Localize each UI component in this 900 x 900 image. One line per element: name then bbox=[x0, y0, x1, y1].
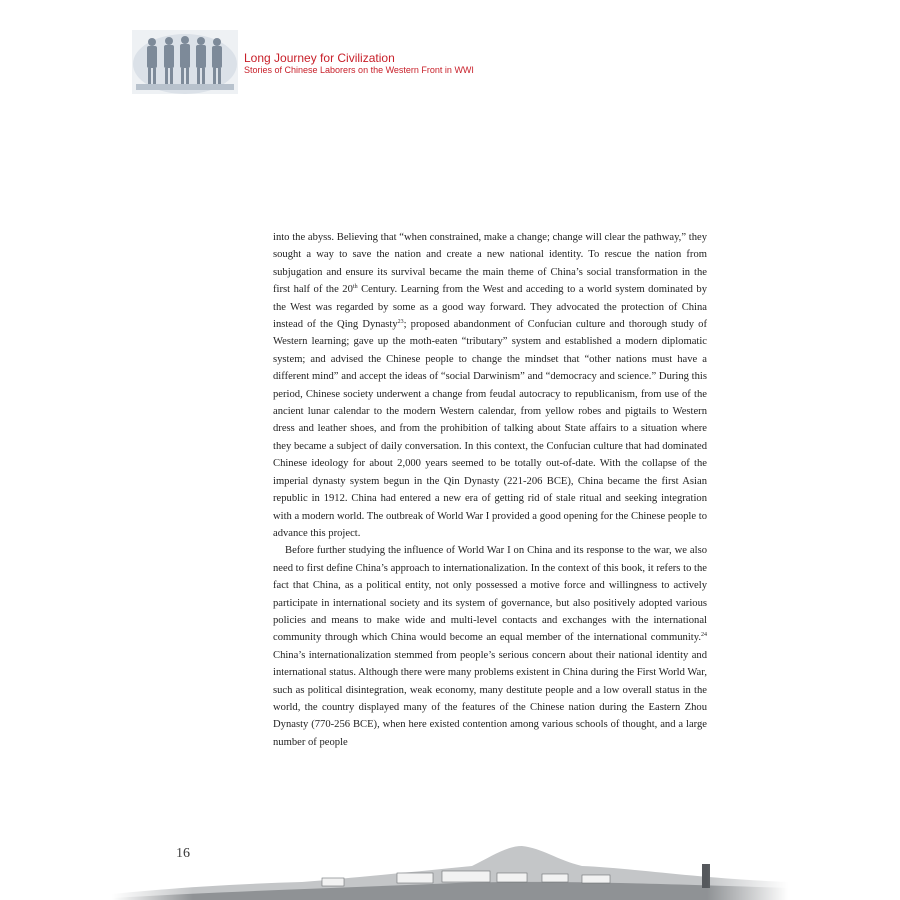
footnote-ref-23: 23 bbox=[397, 319, 404, 326]
superscript: th bbox=[352, 284, 358, 291]
body-text bbox=[273, 229, 707, 751]
paragraph-1: into the abyss. Believing that “when constrained, make a change; change will clear the pathway,” they sought a way to save the nation and create a new national identity. To rescue the nation from subjugation and ensure its survival became the main theme of China’s social transformation in the first half of the 20th Century. Learning from the West and acceding to a world system dominated by the West was regarded by some as a good way forward. They advocated the protection of China instead of the Qing Dynasty$^{23}$; proposed abandonment of Confucian culture and thorough study of Western learning; gave up the moth-eaten “tributary” system and established a modern diplomatic system; and advised the Chinese people to change the mindset that “other nations must have a different mind” and accept the ideas of “social Darwinism” and “democracy and science.” During this period, Chinese society underwent a change from feudal autocracy to republicanism, from use of the ancient lunar calendar to the modern Western calendar, from yellow robes and pigtails to Western dress and leather shoes, and from the prohibition of talking about State affairs to a situation where they became a subject of daily conversation. In this context, the Confucian culture that had dominated Chinese ideology for about 2,000 years seemed to be totally out-of-date. With the collapse of the imperial dynasty system begun in the Qin Dynasty (221-206 BCE), China became the first Asian republic in 1912. China had entered a new era of getting rid of stale ritual and seeking integration with a modern world. The outbreak of World War I provided a good opening for the Chinese people to advance this project. bbox=[273, 232, 707, 539]
header-laborers-photo bbox=[132, 30, 238, 94]
paragraph-2: Before further studying the influence of World War I on China and its response to the war, we also need to first define China’s approach to internationalization. In the context of this book, it refers to the fact that China, as a political entity, not only possessed a motive force and willingness to actively participate in international society and its system of governance, but also positively adopted various policies and means to make wide and multi-level contacts and exchanges with the international community through which China would become an equal member of the international community.$^{24}$ China’s internationalization stemmed from people’s serious concern about their national identity and international status. Although there were many problems existent in China during the First World War, such as political disintegration, weak economy, many destitute people and a low overall status in the world, the country displayed many of the features of the Chinese nation during the Eastern Zhou Dynasty (770-256 BCE), when here existed contention among various schools of thought, and a large number of people bbox=[273, 545, 707, 748]
footnote-ref-24: 24 bbox=[701, 632, 707, 639]
book-title: Long Journey for Civilization bbox=[244, 51, 395, 65]
bottom-landscape-photo bbox=[112, 838, 788, 900]
book-subtitle: Stories of Chinese Laborers on the Western Front in WWI bbox=[244, 65, 474, 75]
running-header bbox=[244, 51, 474, 76]
